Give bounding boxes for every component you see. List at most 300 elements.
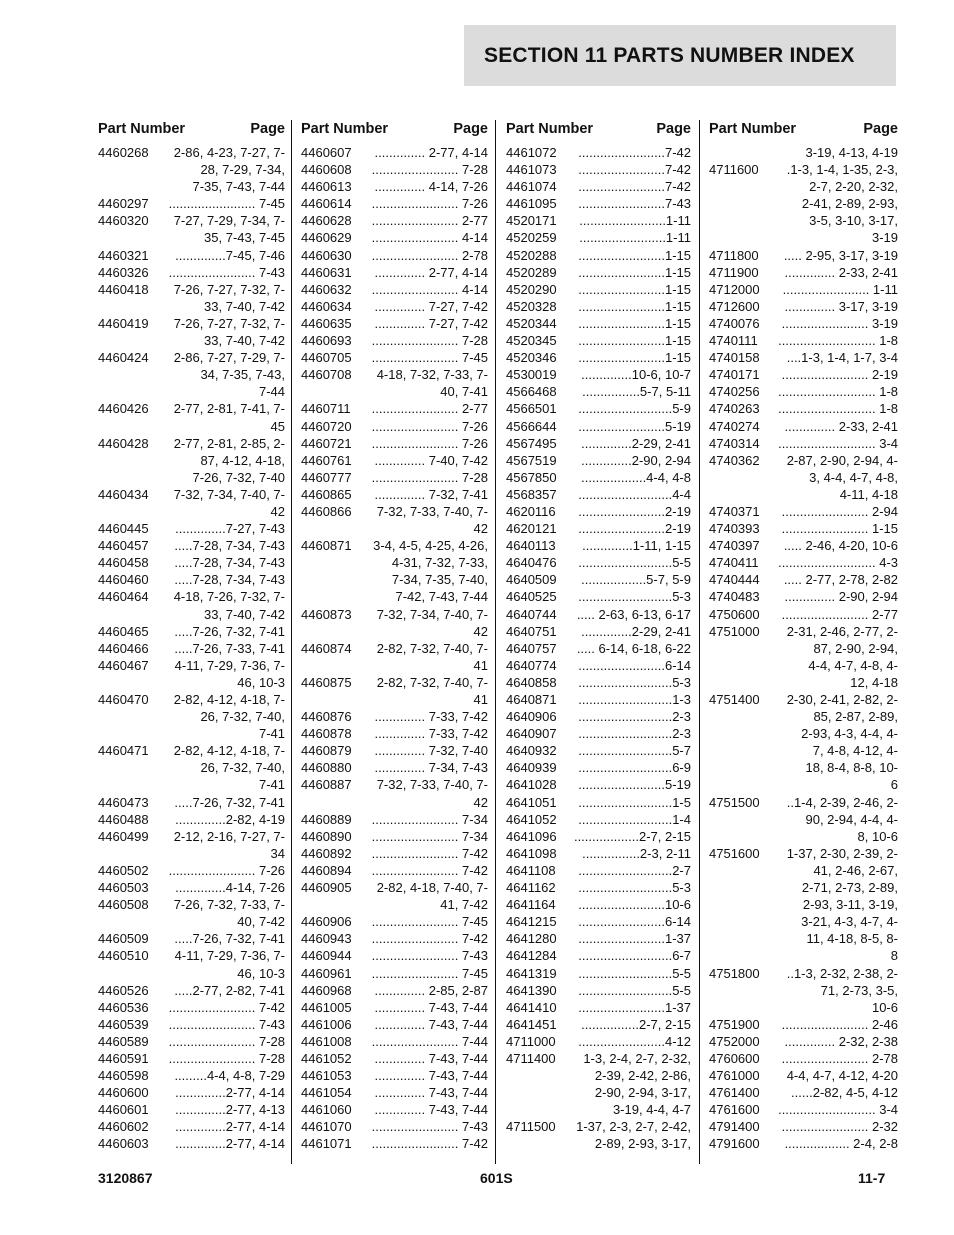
part-number: 4640476	[506, 555, 557, 571]
index-entry	[96, 1084, 285, 1101]
page-references: ........................ 7-28	[371, 162, 488, 178]
index-entry	[299, 247, 488, 264]
part-number: 4461006	[301, 1016, 352, 1032]
page-references: ..........................5-7	[578, 743, 691, 759]
page-references: .............. 7-34, 7-43	[374, 760, 488, 776]
part-number: 4640113	[506, 538, 556, 554]
page-references: .............. 2-33, 2-41	[784, 264, 898, 280]
page-references: .....7-26, 7-33, 7-41	[174, 640, 285, 656]
index-entry	[299, 606, 488, 640]
index-entry	[299, 366, 488, 400]
page-references: 2-87, 2-90, 2-94, 4- 3, 4-4, 4-7, 4-8, 4-11, 4-18	[786, 452, 898, 502]
part-number: 4460879	[301, 743, 352, 759]
index-entry	[96, 247, 285, 264]
index-entry	[299, 1016, 488, 1033]
part-number: 4460871	[301, 538, 352, 554]
index-entry	[299, 315, 488, 332]
index-entry	[504, 469, 691, 486]
index-entry	[96, 657, 285, 691]
index-entry	[504, 298, 691, 315]
index-entry	[504, 383, 691, 400]
page-references: ................5-7, 5-11	[582, 384, 691, 400]
page-references: .............. 7-43, 7-44	[374, 1068, 488, 1084]
page-references: .................. 2-4, 2-8	[784, 1136, 898, 1152]
page-references: .............. 7-27, 7-42	[374, 298, 488, 314]
page-references: ....1-3, 1-4, 1-7, 3-4	[786, 350, 898, 366]
page-references: 4-18, 7-32, 7-33, 7- 40, 7-41	[376, 367, 488, 400]
index-entry	[299, 195, 488, 212]
page-references: ..........................4-4	[578, 486, 691, 502]
index-column-1	[96, 118, 285, 1166]
index-entry	[707, 588, 898, 605]
page-references: ..............2-77, 4-14	[175, 1085, 285, 1101]
page-references: .............. 3-17, 3-19	[784, 298, 898, 314]
part-number: 4760600	[709, 1050, 760, 1066]
index-entry	[504, 828, 691, 845]
page-references: ........................1-15	[578, 298, 691, 314]
page-header: Page	[656, 121, 691, 137]
page-references: 2-77, 2-81, 7-41, 7- 45	[173, 401, 285, 434]
index-entry	[299, 947, 488, 964]
part-number: 4460906	[301, 914, 352, 930]
part-number: 4460866	[301, 503, 352, 519]
page-references: ..............2-29, 2-41	[581, 435, 691, 451]
parts-index-table	[96, 118, 898, 1166]
part-number: 4740362	[709, 452, 760, 468]
part-number: 4641052	[506, 811, 557, 827]
page-references: ........................ 2-77	[781, 606, 898, 622]
part-number: 4460720	[301, 418, 352, 434]
index-entry	[299, 862, 488, 879]
index-entry	[707, 349, 898, 366]
part-number: 4460428	[98, 435, 149, 451]
index-entry	[299, 725, 488, 742]
part-number: 4460905	[301, 880, 352, 896]
part-number: 4711000	[506, 1033, 556, 1049]
page-references: .............. 7-43, 7-44	[374, 1102, 488, 1118]
column-divider	[291, 120, 292, 1164]
page-references: ........................7-42	[578, 162, 691, 178]
part-number: 4460508	[98, 897, 149, 913]
part-number: 4460465	[98, 623, 149, 639]
page-references: ........................1-11	[579, 230, 691, 246]
page-references: ..........................2-7	[578, 862, 691, 878]
part-number-header: Part Number	[506, 121, 594, 137]
index-entry	[504, 144, 691, 161]
part-number: 4460968	[301, 982, 352, 998]
part-number: 4460426	[98, 401, 149, 417]
page-references: ..........................2-3	[578, 726, 691, 742]
page-references: ........................ 7-34	[371, 828, 488, 844]
index-entry	[96, 1016, 285, 1033]
index-entry	[299, 229, 488, 246]
part-number: 4752000	[709, 1033, 760, 1049]
page-references: 2-86, 7-27, 7-29, 7- 34, 7-35, 7-43, 7-44	[173, 350, 285, 400]
part-number: 4640744	[506, 606, 557, 622]
part-number: 4460297	[98, 196, 149, 212]
page-references: ........................4-12	[578, 1033, 691, 1049]
page-references: ........................ 7-43	[168, 264, 285, 280]
index-entry	[299, 469, 488, 486]
index-entry	[299, 212, 488, 229]
index-entry	[504, 418, 691, 435]
part-number: 4641284	[506, 948, 557, 964]
page-references: 1-3, 2-4, 2-7, 2-32, 2-39, 2-42, 2-86, 2-90, 2-94, 3-17, 3-19, 4-4, 4-7	[583, 1050, 691, 1118]
index-entry	[707, 1016, 898, 1033]
part-number: 4740411	[709, 555, 759, 571]
page-references: 7-26, 7-27, 7-32, 7- 33, 7-40, 7-42	[173, 281, 285, 314]
index-entry	[96, 212, 285, 246]
page-references: ........................1-15	[578, 315, 691, 331]
page-references: ........................ 7-44	[371, 1033, 488, 1049]
part-number: 4460874	[301, 640, 352, 656]
index-entry	[96, 742, 285, 793]
page-references: ........................5-19	[578, 777, 691, 793]
index-entry	[504, 947, 691, 964]
part-number: 4567495	[506, 435, 557, 451]
page-references: ........................ 2-78	[371, 247, 488, 263]
page-header: Page	[453, 121, 488, 137]
page-references: 7-32, 7-33, 7-40, 7- 42	[376, 503, 488, 537]
page-references: ........................2-19	[578, 521, 691, 537]
part-number: 4460887	[301, 777, 352, 793]
part-number: 4460471	[98, 743, 149, 759]
page-references: ........................ 4-14	[371, 281, 488, 297]
part-number: 4751600	[709, 845, 760, 861]
part-number: 4460502	[98, 862, 149, 878]
part-number: 4460878	[301, 726, 352, 742]
index-entry	[504, 178, 691, 195]
part-number-header: Part Number	[98, 121, 186, 137]
part-number: 4740397	[709, 538, 760, 554]
index-entry	[504, 1118, 691, 1152]
index-entry	[707, 366, 898, 383]
page-references: .............. 7-40, 7-42	[374, 452, 488, 468]
index-entry	[299, 1050, 488, 1067]
page-references: ..........................1-4	[578, 811, 691, 827]
index-entries	[504, 144, 691, 1153]
page-references: 3-19, 4-13, 4-19	[805, 145, 898, 160]
index-entry	[299, 913, 488, 930]
part-number: 4460761	[301, 452, 352, 468]
index-entry	[299, 999, 488, 1016]
page-references: ........................5-19	[578, 418, 691, 434]
part-number: 4460488	[98, 811, 149, 827]
page-references: ........................... 3-4	[778, 1102, 898, 1118]
index-entry	[707, 418, 898, 435]
page-references: ........................6-14	[578, 914, 691, 930]
part-number: 4460630	[301, 247, 352, 263]
index-entry	[299, 418, 488, 435]
index-entry	[504, 452, 691, 469]
page-references: ........................1-15	[578, 333, 691, 349]
part-number: 4711800	[709, 247, 759, 263]
page-references: ..........................6-9	[578, 760, 691, 776]
index-entry	[96, 588, 285, 622]
page-references: ........................ 7-45	[168, 196, 285, 212]
page-references: .............. 7-33, 7-42	[374, 709, 488, 725]
index-entry	[299, 1118, 488, 1135]
part-number: 4460268	[98, 145, 149, 160]
index-entry	[707, 281, 898, 298]
part-number: 4460457	[98, 538, 149, 554]
part-number: 4460602	[98, 1119, 149, 1135]
index-entry	[504, 742, 691, 759]
page-references: ..........................2-3	[578, 709, 691, 725]
index-entry	[707, 298, 898, 315]
column-divider	[495, 120, 496, 1164]
index-entry	[96, 794, 285, 811]
page-references: 7-32, 7-33, 7-40, 7- 42	[376, 777, 488, 810]
index-entry	[96, 520, 285, 537]
part-number: 4640509	[506, 572, 557, 588]
part-number-header: Part Number	[709, 121, 797, 137]
page-references: 1-37, 2-30, 2-39, 2- 41, 2-46, 2-67, 2-71, 2-73, 2-89, 2-93, 3-11, 3-19, 3-21, 4-3, 4-7, 4- 11, 4-18, 8-5, 8- 8	[786, 845, 898, 964]
page-references: 4-11, 7-29, 7-36, 7- 46, 10-3	[174, 657, 285, 690]
part-number: 4740444	[709, 572, 760, 588]
index-entry	[504, 725, 691, 742]
part-number: 4640907	[506, 726, 557, 742]
page-references: .1-3, 1-4, 1-35, 2-3, 2-7, 2-20, 2-32, 2-41, 2-89, 2-93, 3-5, 3-10, 3-17, 3-19	[786, 162, 898, 246]
page-references: ........................ 7-26	[371, 196, 488, 212]
index-entry	[96, 811, 285, 828]
page-references: ..................4-4, 4-8	[581, 469, 691, 485]
index-entry	[707, 537, 898, 554]
part-number: 4640757	[506, 640, 557, 656]
index-entry	[707, 845, 898, 965]
part-number: 4460608	[301, 162, 352, 178]
page-references: 2-82, 4-12, 4-18, 7- 26, 7-32, 7-40, 7-41	[173, 743, 285, 793]
index-entry	[504, 195, 691, 212]
page-references: ..............2-77, 4-13	[175, 1102, 285, 1118]
index-entry	[707, 623, 898, 691]
index-entry	[299, 1067, 488, 1084]
index-entry	[96, 400, 285, 434]
part-number: 4740274	[709, 418, 760, 434]
part-number: 4751400	[709, 692, 760, 707]
section-title: SECTION 11 PARTS NUMBER INDEX	[484, 43, 855, 67]
column-header	[707, 118, 898, 144]
index-entry	[504, 982, 691, 999]
page-references: ........................ 7-26	[168, 862, 285, 878]
part-number: 4460631	[301, 264, 352, 280]
page-references: 2-77, 2-81, 2-85, 2- 87, 4-12, 4-18, 7-26, 7-32, 7-40	[173, 435, 285, 485]
page-references: ........................ 7-42	[168, 999, 285, 1015]
index-entry	[96, 1050, 285, 1067]
page-references: ..............2-29, 2-41	[581, 623, 691, 639]
column-header	[504, 118, 691, 144]
part-number: 4641028	[506, 777, 557, 793]
page-references: ..............2-82, 4-19	[175, 811, 285, 827]
part-number: 4460466	[98, 640, 149, 656]
index-column-4	[707, 118, 898, 1166]
page-references: ..........................5-5	[578, 982, 691, 998]
index-entry	[96, 264, 285, 281]
part-number: 4460607	[301, 145, 352, 160]
page-references: ........................ 7-42	[371, 862, 488, 878]
page-references: ........................7-43	[578, 196, 691, 212]
part-number: 4460458	[98, 555, 149, 571]
index-entry	[504, 1016, 691, 1033]
page-references: .........4-4, 4-8, 7-29	[174, 1068, 285, 1084]
page-references: .............. 2-32, 2-38	[784, 1033, 898, 1049]
page-references: ..............7-27, 7-43	[175, 521, 285, 537]
index-entry	[96, 537, 285, 554]
index-entry	[299, 281, 488, 298]
page-references: ..........................5-5	[578, 965, 691, 981]
index-entry	[504, 1050, 691, 1118]
page-references: ........................ 7-43	[371, 948, 488, 964]
index-entry	[504, 400, 691, 417]
page-references: 7-32, 7-34, 7-40, 7- 42	[173, 486, 285, 519]
page-references: ........................ 3-19	[781, 315, 898, 331]
page-references: ........................ 7-28	[371, 333, 488, 349]
part-number: 4567850	[506, 469, 557, 485]
page-references: ........................2-19	[578, 503, 691, 519]
part-number: 4740314	[709, 435, 760, 451]
index-entry	[504, 657, 691, 674]
page-references: 2-30, 2-41, 2-82, 2- 85, 2-87, 2-89, 2-93, 4-3, 4-4, 4- 7, 4-8, 4-12, 4- 18, 8-4, 8-8, 10- 6	[786, 692, 898, 793]
index-entry	[299, 640, 488, 674]
index-entry	[504, 588, 691, 605]
part-number: 4740111	[709, 333, 758, 349]
page-references: ..................2-7, 2-15	[573, 828, 691, 844]
part-number: 4460603	[98, 1136, 149, 1152]
index-entry	[299, 1033, 488, 1050]
page-references: .............. 7-27, 7-42	[374, 315, 488, 331]
part-number: 4520259	[506, 230, 557, 246]
page-references: ........................ 2-19	[781, 367, 898, 383]
part-number: 4791400	[709, 1119, 760, 1135]
index-entry	[504, 930, 691, 947]
page-references: ........................1-37	[578, 931, 691, 947]
index-entry	[96, 1101, 285, 1118]
index-entry	[707, 1135, 898, 1152]
part-number: 4460777	[301, 469, 352, 485]
index-entry	[504, 896, 691, 913]
part-number: 4460613	[301, 179, 352, 195]
part-number: 4751500	[709, 794, 760, 810]
index-entry	[504, 571, 691, 588]
index-entry	[299, 400, 488, 417]
index-entry	[504, 161, 691, 178]
page-references: ..........................1-5	[578, 794, 691, 810]
index-column-3	[504, 118, 691, 1166]
index-entry	[504, 229, 691, 246]
index-entry	[299, 742, 488, 759]
part-number: 4740076	[709, 315, 760, 331]
page-references: ........................ 7-42	[371, 845, 488, 861]
index-entry	[707, 1067, 898, 1084]
index-entry	[504, 281, 691, 298]
page-references: 2-12, 2-16, 7-27, 7- 34	[173, 828, 285, 861]
page-references: .............. 7-32, 7-40	[374, 743, 488, 759]
part-number: 4641215	[506, 914, 557, 930]
page-references: 2-82, 4-18, 7-40, 7- 41, 7-42	[376, 880, 488, 913]
part-number: 4740256	[709, 384, 760, 400]
page-references: ........................... 1-8	[778, 384, 898, 400]
part-number: 4460589	[98, 1033, 149, 1049]
page-references: ........................ 1-15	[781, 521, 898, 537]
index-entry	[504, 640, 691, 657]
index-entry	[96, 999, 285, 1016]
page-references: 7-27, 7-29, 7-34, 7- 35, 7-43, 7-45	[173, 213, 285, 246]
index-entry	[96, 281, 285, 315]
page-references: ........................10-6	[578, 897, 691, 913]
index-entry	[299, 264, 488, 281]
index-entry	[299, 828, 488, 845]
part-number: 4460326	[98, 264, 149, 280]
index-entry	[707, 332, 898, 349]
part-number-header: Part Number	[301, 121, 389, 137]
page-references: ........................ 2-94	[781, 503, 898, 519]
page-references: ........................ 7-34	[371, 811, 488, 827]
index-entry	[504, 486, 691, 503]
part-number: 4461060	[301, 1102, 352, 1118]
page-references: .............. 7-43, 7-44	[374, 1085, 488, 1101]
part-number: 4461052	[301, 1050, 352, 1066]
part-number: 4460536	[98, 999, 149, 1015]
page-references: ..............4-14, 7-26	[175, 880, 285, 896]
index-entry	[96, 315, 285, 349]
page-references: ........................7-42	[578, 179, 691, 195]
footer-doc-number: 3120867	[98, 1170, 153, 1186]
index-entry	[504, 247, 691, 264]
page-references: ........................... 1-8	[778, 401, 898, 417]
index-entry	[96, 144, 285, 195]
index-entry	[96, 930, 285, 947]
part-number: 4641451	[506, 1016, 557, 1032]
page-references: 4-18, 7-26, 7-32, 7- 33, 7-40, 7-42	[173, 589, 285, 622]
part-number: 4460464	[98, 589, 149, 605]
index-entry	[504, 776, 691, 793]
part-number: 4460526	[98, 982, 149, 998]
part-number: 4520345	[506, 333, 557, 349]
index-entry	[504, 264, 691, 281]
index-entry	[504, 691, 691, 708]
index-entry	[707, 1101, 898, 1118]
part-number: 4460889	[301, 811, 352, 827]
page-references: ........................1-37	[578, 999, 691, 1015]
index-entry	[96, 862, 285, 879]
page-header: Page	[863, 121, 898, 137]
page-references: ........................1-15	[578, 350, 691, 366]
index-entry	[96, 640, 285, 657]
part-number: 4641164	[506, 897, 556, 913]
part-number: 4460499	[98, 828, 149, 844]
page-references: ........................... 4-3	[778, 555, 898, 571]
index-entry	[299, 1101, 488, 1118]
index-entry	[504, 999, 691, 1016]
part-number: 4460875	[301, 674, 352, 690]
part-number: 4641319	[506, 965, 557, 981]
part-number: 4712600	[709, 298, 760, 314]
part-number: 4460601	[98, 1102, 149, 1118]
page-references: ..........................5-3	[578, 880, 691, 896]
part-number: 4460894	[301, 862, 352, 878]
index-entry	[707, 606, 898, 623]
part-number: 4460434	[98, 486, 149, 502]
part-number: 4460693	[301, 333, 352, 349]
part-number: 4640525	[506, 589, 557, 605]
index-entry	[504, 212, 691, 229]
page-references: ......2-82, 4-5, 4-12	[791, 1085, 898, 1101]
page-references: .............. 2-77, 4-14	[374, 264, 488, 280]
index-entry	[96, 1067, 285, 1084]
page-references: ........................ 7-26	[371, 435, 488, 451]
part-number: 4460876	[301, 709, 352, 725]
index-entry	[504, 674, 691, 691]
